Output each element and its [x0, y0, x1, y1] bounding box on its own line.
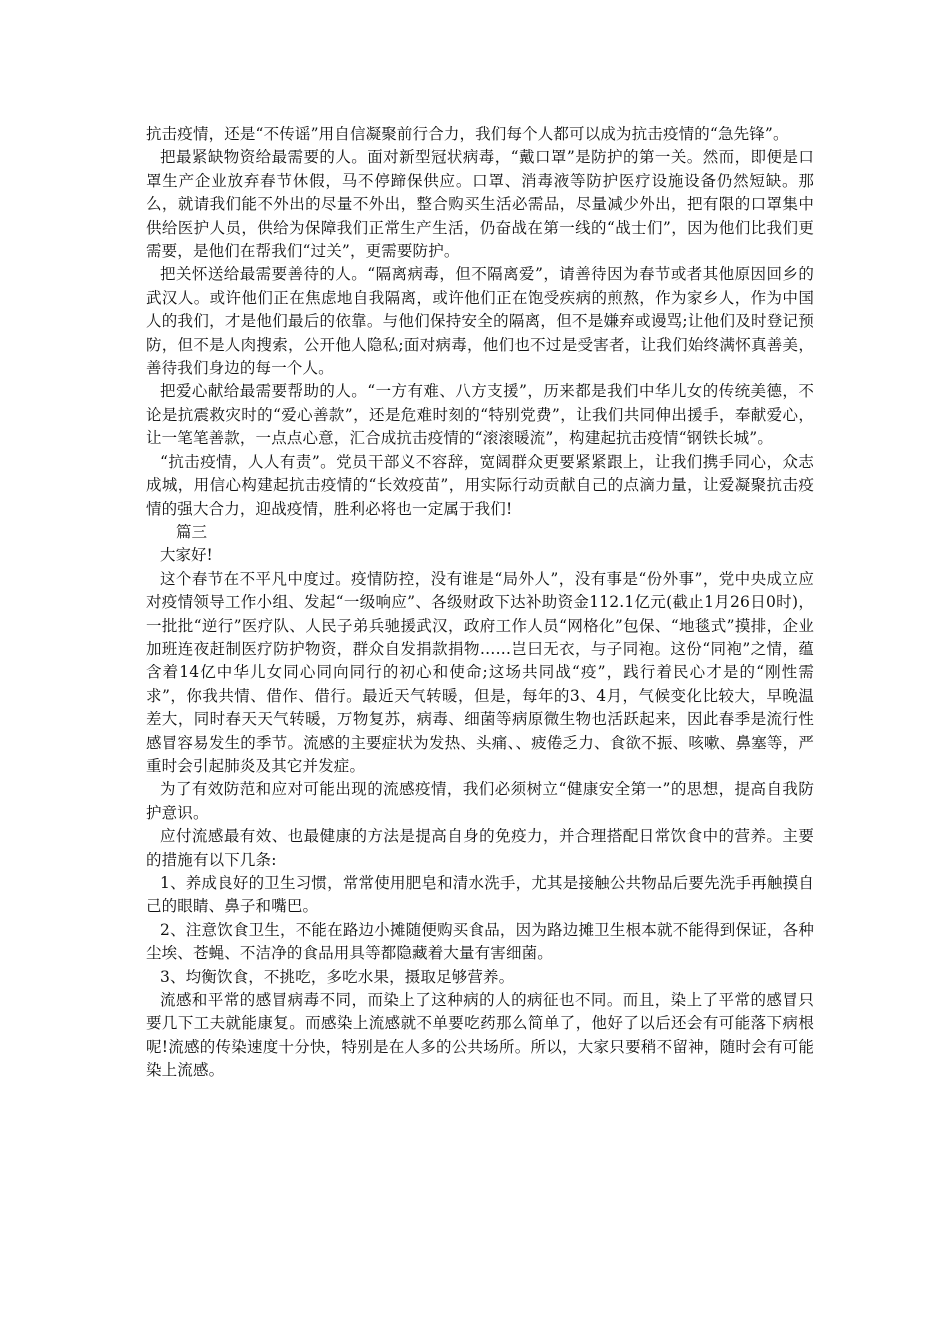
- document-body: [146, 123, 814, 1083]
- paragraph: 把爱心献给最需要帮助的人。“一方有难、八方支援”，历来都是我们中华儿女的传统美德，不论是抗震救灾时的“爱心善款”，还是危难时刻的“特别党费”，让我们共同伸出援手，奉献爱心，让一笔笔善款，一点点心意，汇合成抗击疫情的“滚滚暖流”，构建起抗击疫情“钢铁长城”。: [146, 382, 814, 448]
- list-item: 1、养成良好的卫生习惯，常常使用肥皂和清水洗手，尤其是接触公共物品后要先洗手再触摸自己的眼睛、鼻子和嘴巴。: [146, 874, 814, 916]
- paragraph: “抗击疫情，人人有责”。党员干部义不容辞，宽阔群众更要紧紧跟上，让我们携手同心，众志成城，用信心构建起抗击疫情的“长效疫苗”，用实际行动贡献自己的点滴力量，让爱凝聚抗击疫情的强大合力，迎战疫情，胜利必将也一定属于我们!: [146, 452, 814, 518]
- paragraph: 把最紧缺物资给最需要的人。面对新型冠状病毒，“戴口罩”是防护的第一关。然而，即便是口罩生产企业放弃春节休假，马不停蹄保供应。口罩、消毒液等防护医疗设施设备仍然短缺。那么，就请我们能不外出的尽量不外出，整合购买生活必需品，尽量减少外出，把有限的口罩集中供给医护人员，供给为保障我们正常生产生活，仍奋战在第一线的“战士们”，因为他们比我们更需要，是他们在帮我们“过关”，更需要防护。: [146, 148, 814, 261]
- paragraph: 把关怀送给最需要善待的人。“隔离病毒，但不隔离爱”，请善待因为春节或者其他原因回乡的武汉人。或许他们正在焦虑地自我隔离，或许他们正在饱受疾病的煎熬，作为家乡人，作为中国人的我们，才是他们最后的依靠。与他们保持安全的隔离，但不是嫌弃或谩骂;让他们及时登记预防，但不是人肉搜索，公开他人隐私;面对病毒，他们也不过是受害者，让我们始终满怀真善美，善待我们身边的每一个人。: [146, 265, 814, 378]
- paragraph: 抗击疫情，还是“不传谣”用自信凝聚前行合力，我们每个人都可以成为抗击疫情的“急先锋”。: [146, 125, 789, 143]
- section-title: 篇三: [176, 522, 208, 541]
- paragraph: 这个春节在不平凡中度过。疫情防控，没有谁是“局外人”，没有事是“份外事”，党中央成立应对疫情领导工作小组、发起“一级响应”、各级财政下达补助资金112.1亿元(截止1月26日0时)，一批批“逆行”医疗队、人民子弟兵驰援武汉，政府工作人员“网格化”包保、“地毯式”摸排，企业加班连夜赶制医疗防护物资，群众自发捐款捐物……岂曰无衣，与子同袍。这份“同袍”之情，蕴含着14亿中华儿女同心同向同行的初心和使命;这场共同战“疫”，践行着民心才是的“刚性需求”，你我共情、借作、借行。最近天气转暖，但是，每年的3、4月，气候变化比较大，早晚温差大，同时春天天气转暖，万物复苏，病毒、细菌等病原微生物也活跃起来，因此春季是流行性感冒容易发生的季节。流感的主要症状为发热、头痛、、疲倦乏力、食欲不振、咳嗽、鼻塞等，严重时会引起肺炎及其它并发症。: [146, 569, 814, 775]
- paragraph: 为了有效防范和应对可能出现的流感疫情，我们必须树立“健康安全第一”的思想，提高自我防护意识。: [146, 780, 814, 822]
- greeting: 大家好!: [160, 546, 213, 565]
- paragraph: 流感和平常的感冒病毒不同，而染上了这种病的人的病征也不同。而且，染上了平常的感冒只要几下工夫就能康复。而感染上流感就不单要吃药那么简单了，他好了以后还会有可能落下病根呢!流感的传染速度十分快，特别是在人多的公共场所。所以，大家只要稍不留神，随时会有可能染上流感。: [146, 991, 814, 1080]
- list-item: 3、均衡饮食，不挑吃，多吃水果，摄取足够营养。: [160, 967, 515, 986]
- paragraph: 应付流感最有效、也最健康的方法是提高自身的免疫力，并合理搭配日常饮食中的营养。主要的措施有以下几条:: [146, 827, 814, 869]
- list-item: 2、注意饮食卫生，不能在路边小摊随便购买食品，因为路边摊卫生根本就不能得到保证，各种尘埃、苍蝇、不洁净的食品用具等都隐藏着大量有害细菌。: [146, 920, 814, 963]
